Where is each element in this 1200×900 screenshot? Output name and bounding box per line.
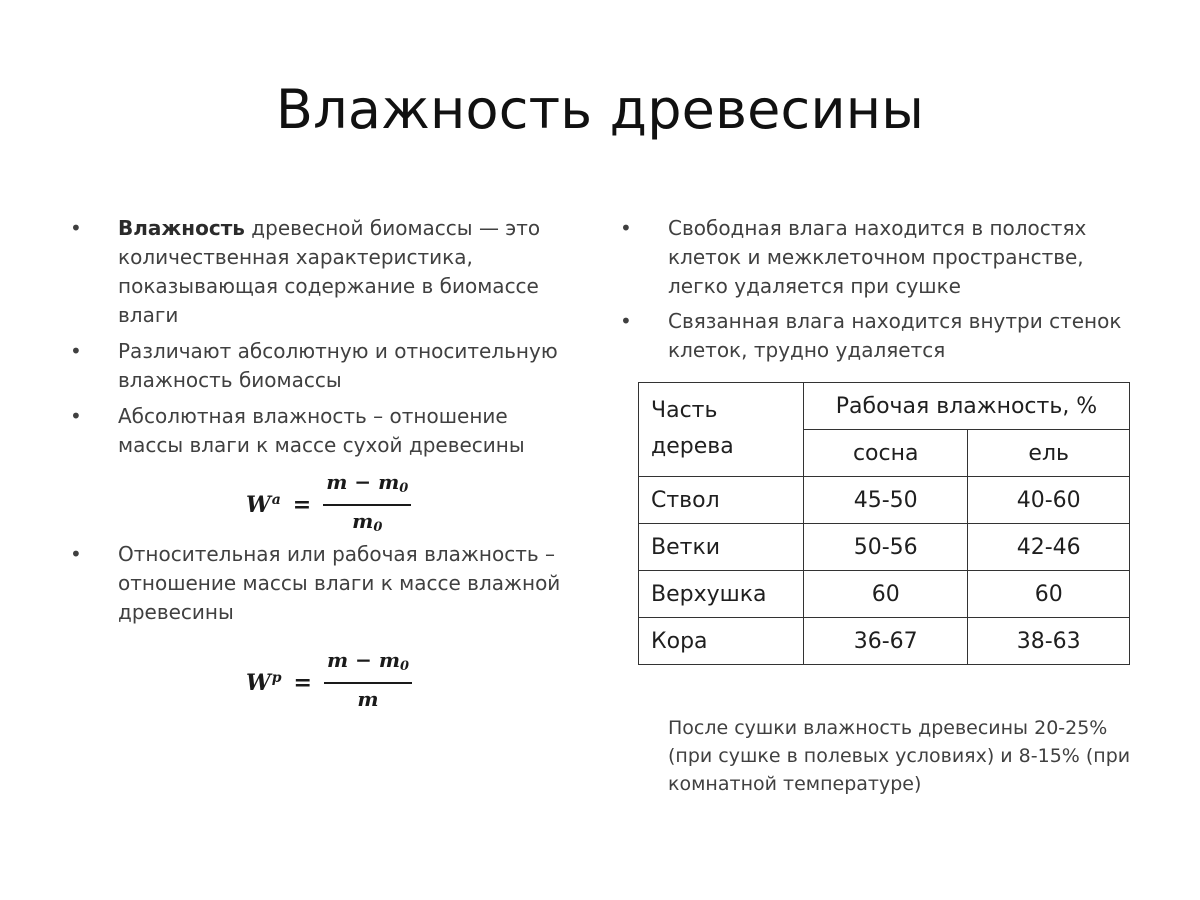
bullet-dot-icon: • <box>70 339 82 363</box>
formula-numerator: $m - m_0$ <box>326 470 409 496</box>
bullet-term: Влажность <box>118 216 245 240</box>
bullet-item <box>620 307 1128 365</box>
bullet-item <box>70 540 570 627</box>
row-value-cell: 40-60 <box>968 477 1130 524</box>
row-value-cell: 60 <box>804 571 968 618</box>
header-pine-cell: сосна <box>804 430 968 477</box>
row-value-cell: 45-50 <box>804 477 968 524</box>
bullet-text: древесной биомассы — это количественная характеристика, показывающая содержание в биомассе влаги <box>118 216 541 327</box>
fraction-bar <box>323 504 411 506</box>
fraction-bar <box>324 682 412 684</box>
slide-title: Влажность древесины <box>275 78 925 141</box>
bullet-item <box>70 214 570 330</box>
relative-moisture-formula <box>246 648 412 718</box>
bullet-item <box>70 402 570 460</box>
bullet-dot-icon: • <box>70 542 82 566</box>
row-value-cell: 60 <box>968 571 1130 618</box>
row-part-cell: Ветки <box>639 524 804 571</box>
formula-fraction <box>323 470 411 540</box>
bullet-item <box>70 337 570 395</box>
formula-equals: = <box>292 492 312 518</box>
table-row <box>639 477 1130 524</box>
bullet-item <box>620 214 1128 301</box>
formula-equals: = <box>293 670 312 696</box>
bullet-text: Свободная влага находится в полостях клеток и межклеточном пространстве, легко удаляется при сушке <box>668 216 1087 298</box>
header-spruce-cell: ель <box>968 430 1130 477</box>
bullet-dot-icon: • <box>70 404 82 428</box>
table-header-row <box>639 383 1130 430</box>
absolute-moisture-formula <box>246 470 411 540</box>
row-value-cell: 36-67 <box>804 618 968 665</box>
header-part-cell: Часть дерева <box>639 383 804 477</box>
row-value-cell: 38-63 <box>968 618 1130 665</box>
row-part-cell: Ствол <box>639 477 804 524</box>
bullet-text: Абсолютная влажность – отношение массы влаги к массе сухой древесины <box>118 404 525 457</box>
formula-fraction <box>324 648 412 718</box>
formula-denominator: $m_0$ <box>352 509 383 535</box>
row-part-cell: Верхушка <box>639 571 804 618</box>
formula-denominator: m <box>357 687 379 711</box>
formula-numerator: $m - m_0$ <box>326 648 410 674</box>
moisture-table <box>638 382 1130 665</box>
row-part-cell: Кора <box>639 618 804 665</box>
bullet-text: Связанная влага находится внутри стенок клеток, трудно удаляется <box>668 309 1122 362</box>
bullet-text: Различают абсолютную и относительную влажность биомассы <box>118 339 558 392</box>
drying-footnote: После сушки влажность древесины 20-25% (при сушке в полевых условиях) и 8-15% (при комнатной температуре) <box>668 717 1131 795</box>
row-value-cell: 50-56 <box>804 524 968 571</box>
header-group-cell: Рабочая влажность, % <box>804 383 1130 430</box>
row-value-cell: 42-46 <box>968 524 1130 571</box>
table-row <box>639 524 1130 571</box>
bullet-dot-icon: • <box>70 216 82 240</box>
bullet-dot-icon: • <box>620 309 632 333</box>
table-row <box>639 571 1130 618</box>
bullet-dot-icon: • <box>620 216 632 240</box>
right-bullet-list <box>620 214 1128 365</box>
bullet-text: Относительная или рабочая влажность – отношение массы влаги к массе влажной древесины <box>118 542 561 624</box>
table-row <box>639 618 1130 665</box>
left-bullet-list <box>70 214 570 627</box>
formula-lhs: $W^a$ <box>246 492 281 518</box>
formula-lhs: $W^p$ <box>246 670 282 696</box>
